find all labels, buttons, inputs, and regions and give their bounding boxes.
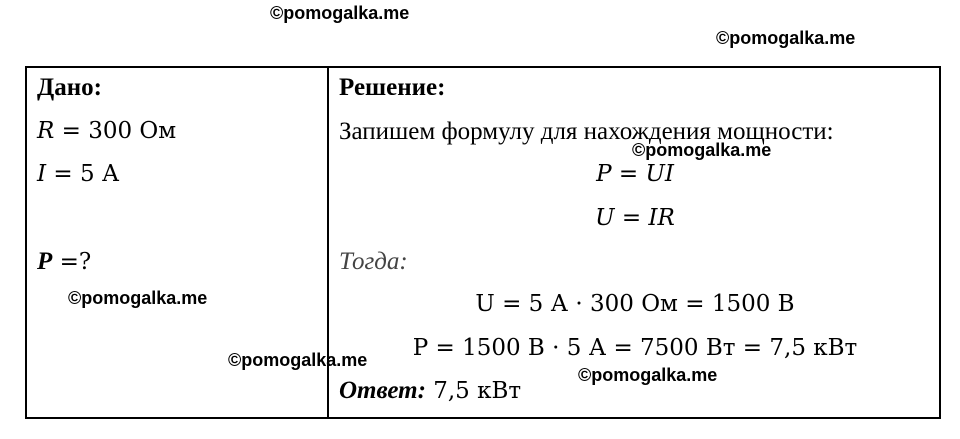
watermark: ©pomogalka.me [632,140,772,160]
given-header: Дано: [37,74,102,101]
formula-power: P = UI [596,161,674,187]
power-unknown: =? [52,249,92,275]
formula-voltage: U = IR [595,205,675,231]
watermark: ©pomogalka.me [270,3,410,23]
given-unknown-power [37,248,91,276]
current-value: = 5 А [46,161,120,187]
answer [339,377,521,405]
watermark: ©pomogalka.me [68,288,208,308]
solution-header: Решение: [339,74,446,101]
watermark: ©pomogalka.me [716,28,856,48]
answer-label: Ответ: [339,377,426,404]
resistance-value: = 300 Ом [54,118,177,144]
power-symbol: P [37,248,53,275]
answer-value: 7,5 кВт [425,378,522,404]
then-label: Тогда: [339,248,408,275]
solution-intro: Запишем формулу для нахождения мощности: [339,118,834,145]
calc-power: P = 1500 В · 5 А = 7500 Вт = 7,5 кВт [412,335,858,361]
calc-voltage: U = 5 А · 300 Ом = 1500 В [475,291,795,317]
watermark: ©pomogalka.me [578,365,718,385]
watermark: ©pomogalka.me [228,350,368,370]
resistance-symbol: R [37,118,55,144]
given-current [37,161,119,187]
current-symbol: I [37,161,47,187]
given-resistance [37,118,176,144]
solution-table [25,66,941,419]
